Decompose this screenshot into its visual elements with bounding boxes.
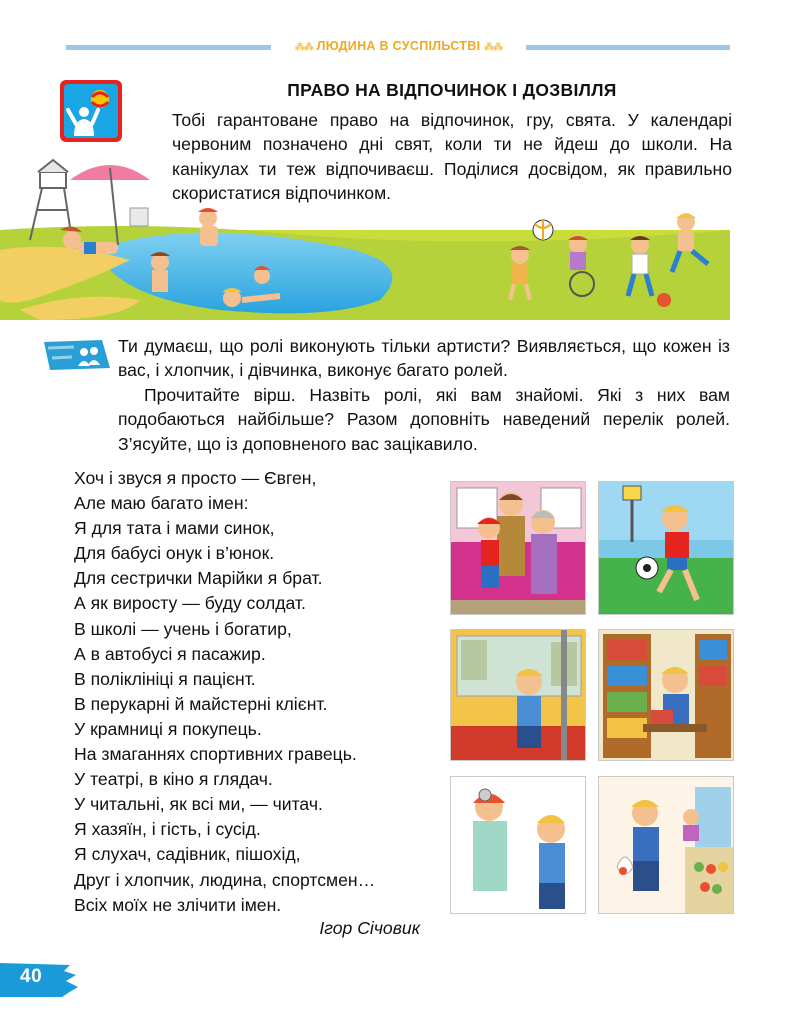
poem-line: В перукарні й майстерні клієнт. bbox=[74, 693, 328, 714]
section-title: ПРАВО НА ВІДПОЧИНОК І ДОЗВІЛЛЯ bbox=[287, 80, 617, 100]
poem-line: На змаганнях спортивних гравець. bbox=[74, 744, 357, 765]
task-text bbox=[118, 334, 730, 456]
child-on-sand bbox=[150, 252, 170, 292]
poem-line: Хоч і звуся я просто — Євген, bbox=[74, 468, 317, 488]
poem bbox=[74, 466, 424, 918]
task-paragraph-2: Прочитайте вірш. Назвіть ролі, які вам знайомі. Які з них вам подобаються найбільше? Разом доповніть наведений перелік ролей. З’ясуйте, що із доповненого вас зацікавило. bbox=[118, 384, 730, 454]
poem-line: Я хазяїн, і гість, і сусід. bbox=[74, 819, 261, 840]
football-illustration bbox=[598, 481, 734, 615]
poem-author: Ігор Січовик bbox=[319, 918, 420, 938]
header-rule-right bbox=[526, 45, 730, 50]
poem-line: В поліклініці я пацієнт. bbox=[74, 668, 256, 689]
section-paragraph-text: Тобі гарантоване право на відпочинок, гру, свята. У календарі червоним позначено дні свят, коли ти не йдеш до школи. На канікулах ти теж відпочиваєш. Поділися досвідом, як правильно скористатися відпочинком. bbox=[172, 110, 732, 204]
header-title bbox=[271, 39, 526, 53]
ball-play-icon bbox=[60, 80, 122, 142]
task-paragraph-1: Ти думаєш, що ролі виконують тільки артисти? Виявляється, що кожен із вас, і хлопчик, і дівчинка, виконує багато ролей. bbox=[118, 336, 730, 381]
poem-line: Для бабусі онук і в’юнок. bbox=[74, 543, 275, 564]
poem-line: У крамниці я покупець. bbox=[74, 718, 262, 739]
poem-line: Але маю багато імен: bbox=[74, 493, 249, 514]
poem-line: А в автобусі я пасажир. bbox=[74, 643, 266, 664]
recreation-scene-illustration bbox=[0, 150, 730, 320]
poem-line: У театрі, в кіно я глядач. bbox=[74, 769, 273, 790]
poem-line: Для сестрички Марійки я брат. bbox=[74, 568, 323, 589]
family-illustration bbox=[450, 481, 586, 615]
header-ornament-left: ⁂⁂ bbox=[294, 42, 313, 53]
poem-line: Я слухач, садівник, пішохід, bbox=[74, 844, 301, 865]
poem-line: Друг і хлопчик, людина, спортсмен… bbox=[74, 869, 376, 890]
poem-line: В школі — учень і богатир, bbox=[74, 618, 292, 639]
header-ornament-right: ⁂⁂ bbox=[484, 42, 503, 53]
poem-line: А як виросту — буду солдат. bbox=[74, 593, 306, 614]
swimming-child-1 bbox=[198, 208, 218, 246]
page-number: 40 bbox=[20, 966, 43, 987]
bus-passenger-illustration bbox=[450, 629, 586, 761]
small-ball bbox=[657, 293, 671, 307]
doctor-patient-illustration bbox=[450, 776, 586, 914]
group-work-icon bbox=[44, 338, 110, 370]
poem-line: Всіх моїх не злічити імен. bbox=[74, 894, 282, 915]
header-rule-left bbox=[66, 45, 271, 50]
shop-buyer-illustration bbox=[598, 776, 734, 914]
swimming-child-2 bbox=[254, 266, 270, 284]
header-title-text: ЛЮДИНА В СУСПІЛЬСТВІ bbox=[316, 39, 481, 53]
library-reader-illustration bbox=[598, 629, 734, 761]
poem-line: Я для тата і мами синок, bbox=[74, 518, 275, 539]
volleyball-ball bbox=[533, 220, 553, 240]
poem-line: У читальні, як всі ми, — читач. bbox=[74, 794, 323, 815]
